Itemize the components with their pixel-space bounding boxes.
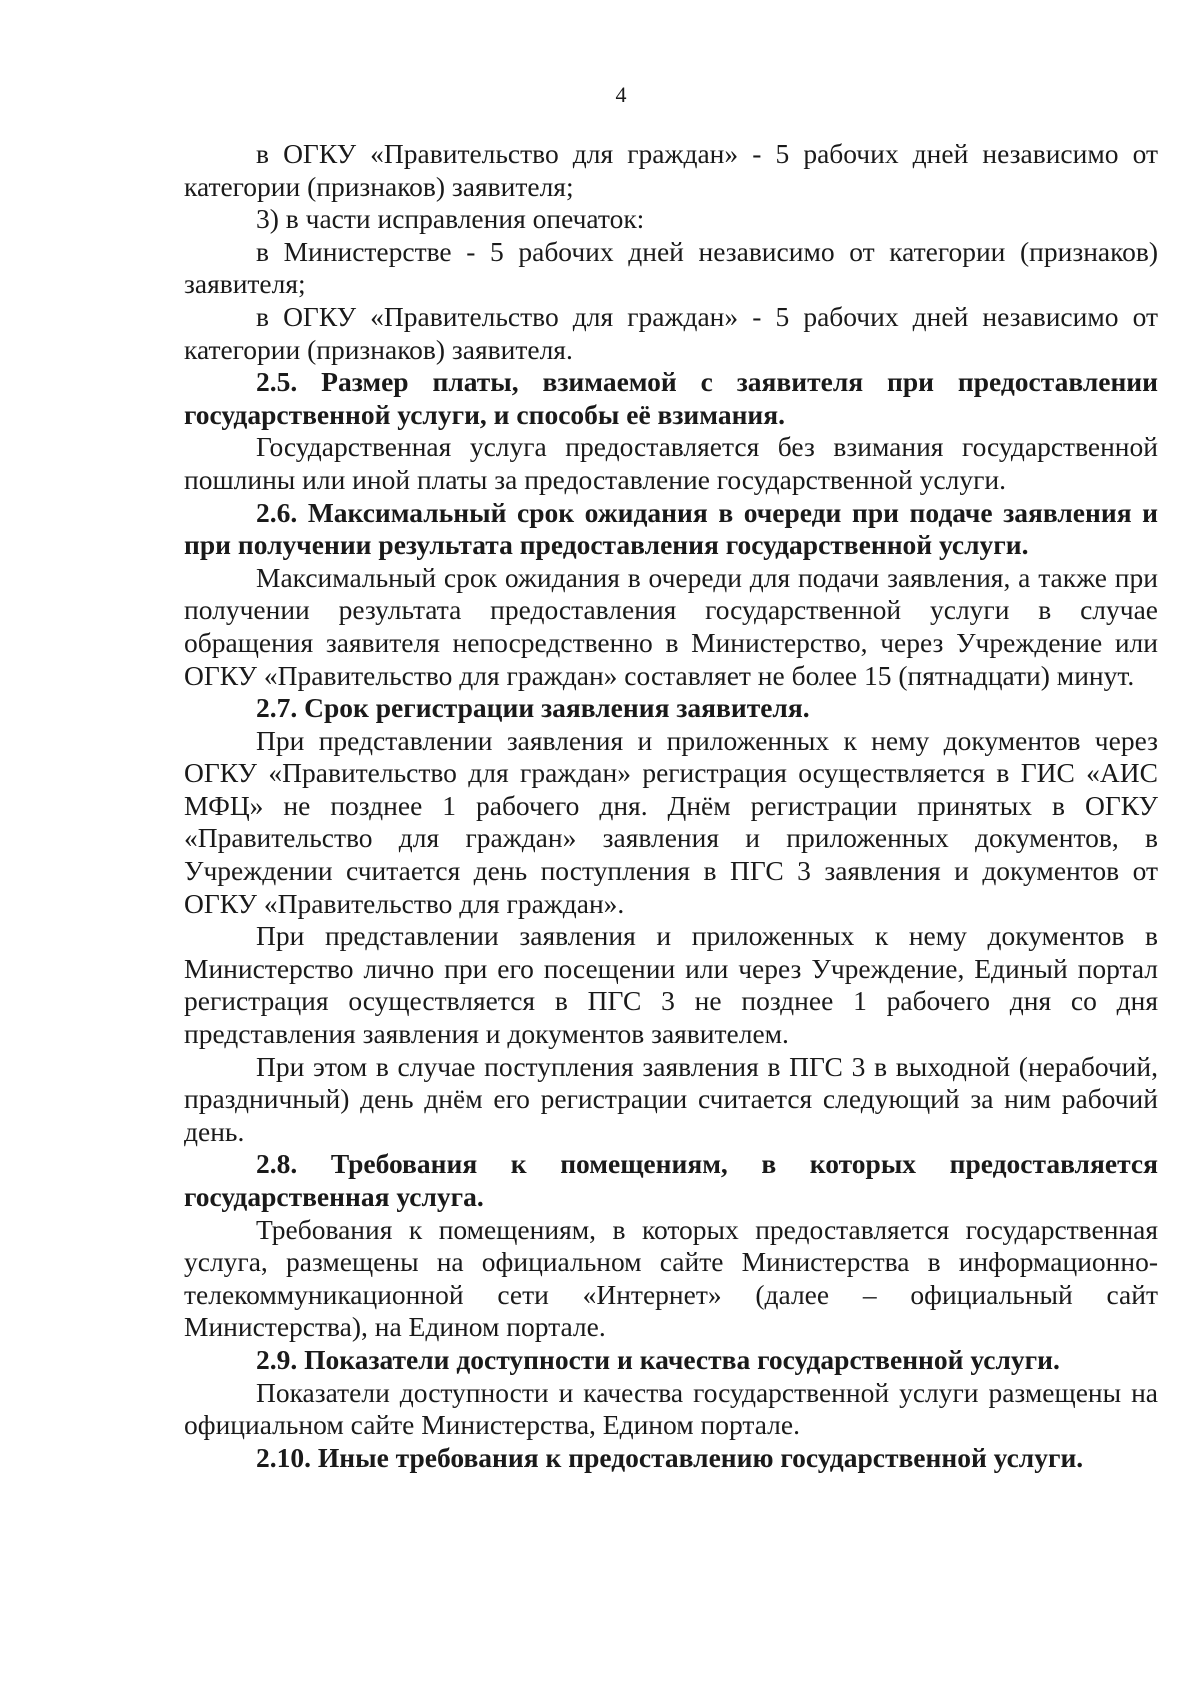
section-heading-2-7: 2.7. Срок регистрации заявления заявителя. bbox=[256, 692, 810, 724]
paragraph-typo-correction: 3) в части исправления опечаток: bbox=[256, 203, 645, 235]
paragraph-ogku-deadline-1: в ОГКУ «Правительство для граждан» - 5 рабочих дней независимо от категории (признаков) заявителя; bbox=[184, 138, 1158, 202]
paragraph-registration-holiday: При этом в случае поступления заявления в ПГС 3 в выходной (нерабочий, праздничный) день днём его регистрации считается следующий за ним рабочий день. bbox=[184, 1050, 1158, 1147]
paragraph-premises-requirements: Требования к помещениям, в которых предоставляется государственная услуга, размещены на официальном сайте Министерства в информационно-телекоммуникационной сети «Интернет» (далее – официальный сайт Министерства), на Едином портале. bbox=[184, 1213, 1158, 1343]
paragraph-registration-ogku: При представлении заявления и приложенных к нему документов через ОГКУ «Правительство для граждан» регистрация осуществляется в ГИС «АИС МФЦ» не позднее 1 рабочего дня. Днём регистрации принятых в ОГКУ «Правительство для граждан» заявления и приложенных документов, в Учреждении считается день поступления в ПГС 3 заявления и документов от ОГКУ «Правительство для граждан». bbox=[184, 724, 1158, 919]
paragraph-ogku-deadline-2: в ОГКУ «Правительство для граждан» - 5 рабочих дней независимо от категории (признаков) заявителя. bbox=[184, 300, 1158, 365]
page-number: 4 bbox=[615, 82, 627, 107]
section-heading-2-5: 2.5. Размер платы, взимаемой с заявителя при предоставлении государственной услуги, и способы её взимания. bbox=[184, 366, 1158, 430]
section-heading-2-9: 2.9. Показатели доступности и качества государственной услуги. bbox=[256, 1343, 1060, 1375]
section-heading-2-8: 2.8. Требования к помещениям, в которых предоставляется государственная услуга. bbox=[184, 1148, 1158, 1212]
section-heading-2-10: 2.10. Иные требования к предоставлению государственной услуги. bbox=[256, 1441, 1084, 1473]
paragraph-queue-time: Максимальный срок ожидания в очереди для подачи заявления, а также при получении результата предоставления государственной услуги в случае обращения заявителя непосредственно в Министерство, через Учреждение или ОГКУ «Правительство для граждан» составляет не более 15 (пятнадцати) минут. bbox=[184, 561, 1158, 691]
paragraph-quality-indicators: Показатели доступности и качества государственной услуги размещены на официальном сайте Министерства, Едином портале. bbox=[184, 1376, 1158, 1441]
document-body bbox=[184, 138, 1158, 1474]
section-heading-2-6: 2.6. Максимальный срок ожидания в очереди при подаче заявления и при получении результата предоставления государственной услуги. bbox=[184, 496, 1158, 561]
paragraph-no-fee: Государственная услуга предоставляется без взимания государственной пошлины или иной платы за предоставление государственной услуги. bbox=[184, 431, 1158, 495]
paragraph-ministry-deadline: в Министерстве - 5 рабочих дней независимо от категории (признаков) заявителя; bbox=[184, 235, 1158, 300]
paragraph-registration-ministry: При представлении заявления и приложенных к нему документов в Министерство лично при его посещении или через Учреждение, Единый портал регистрация осуществляется в ПГС 3 не позднее 1 рабочего дня со дня представления заявления и документов заявителем. bbox=[184, 920, 1158, 1050]
